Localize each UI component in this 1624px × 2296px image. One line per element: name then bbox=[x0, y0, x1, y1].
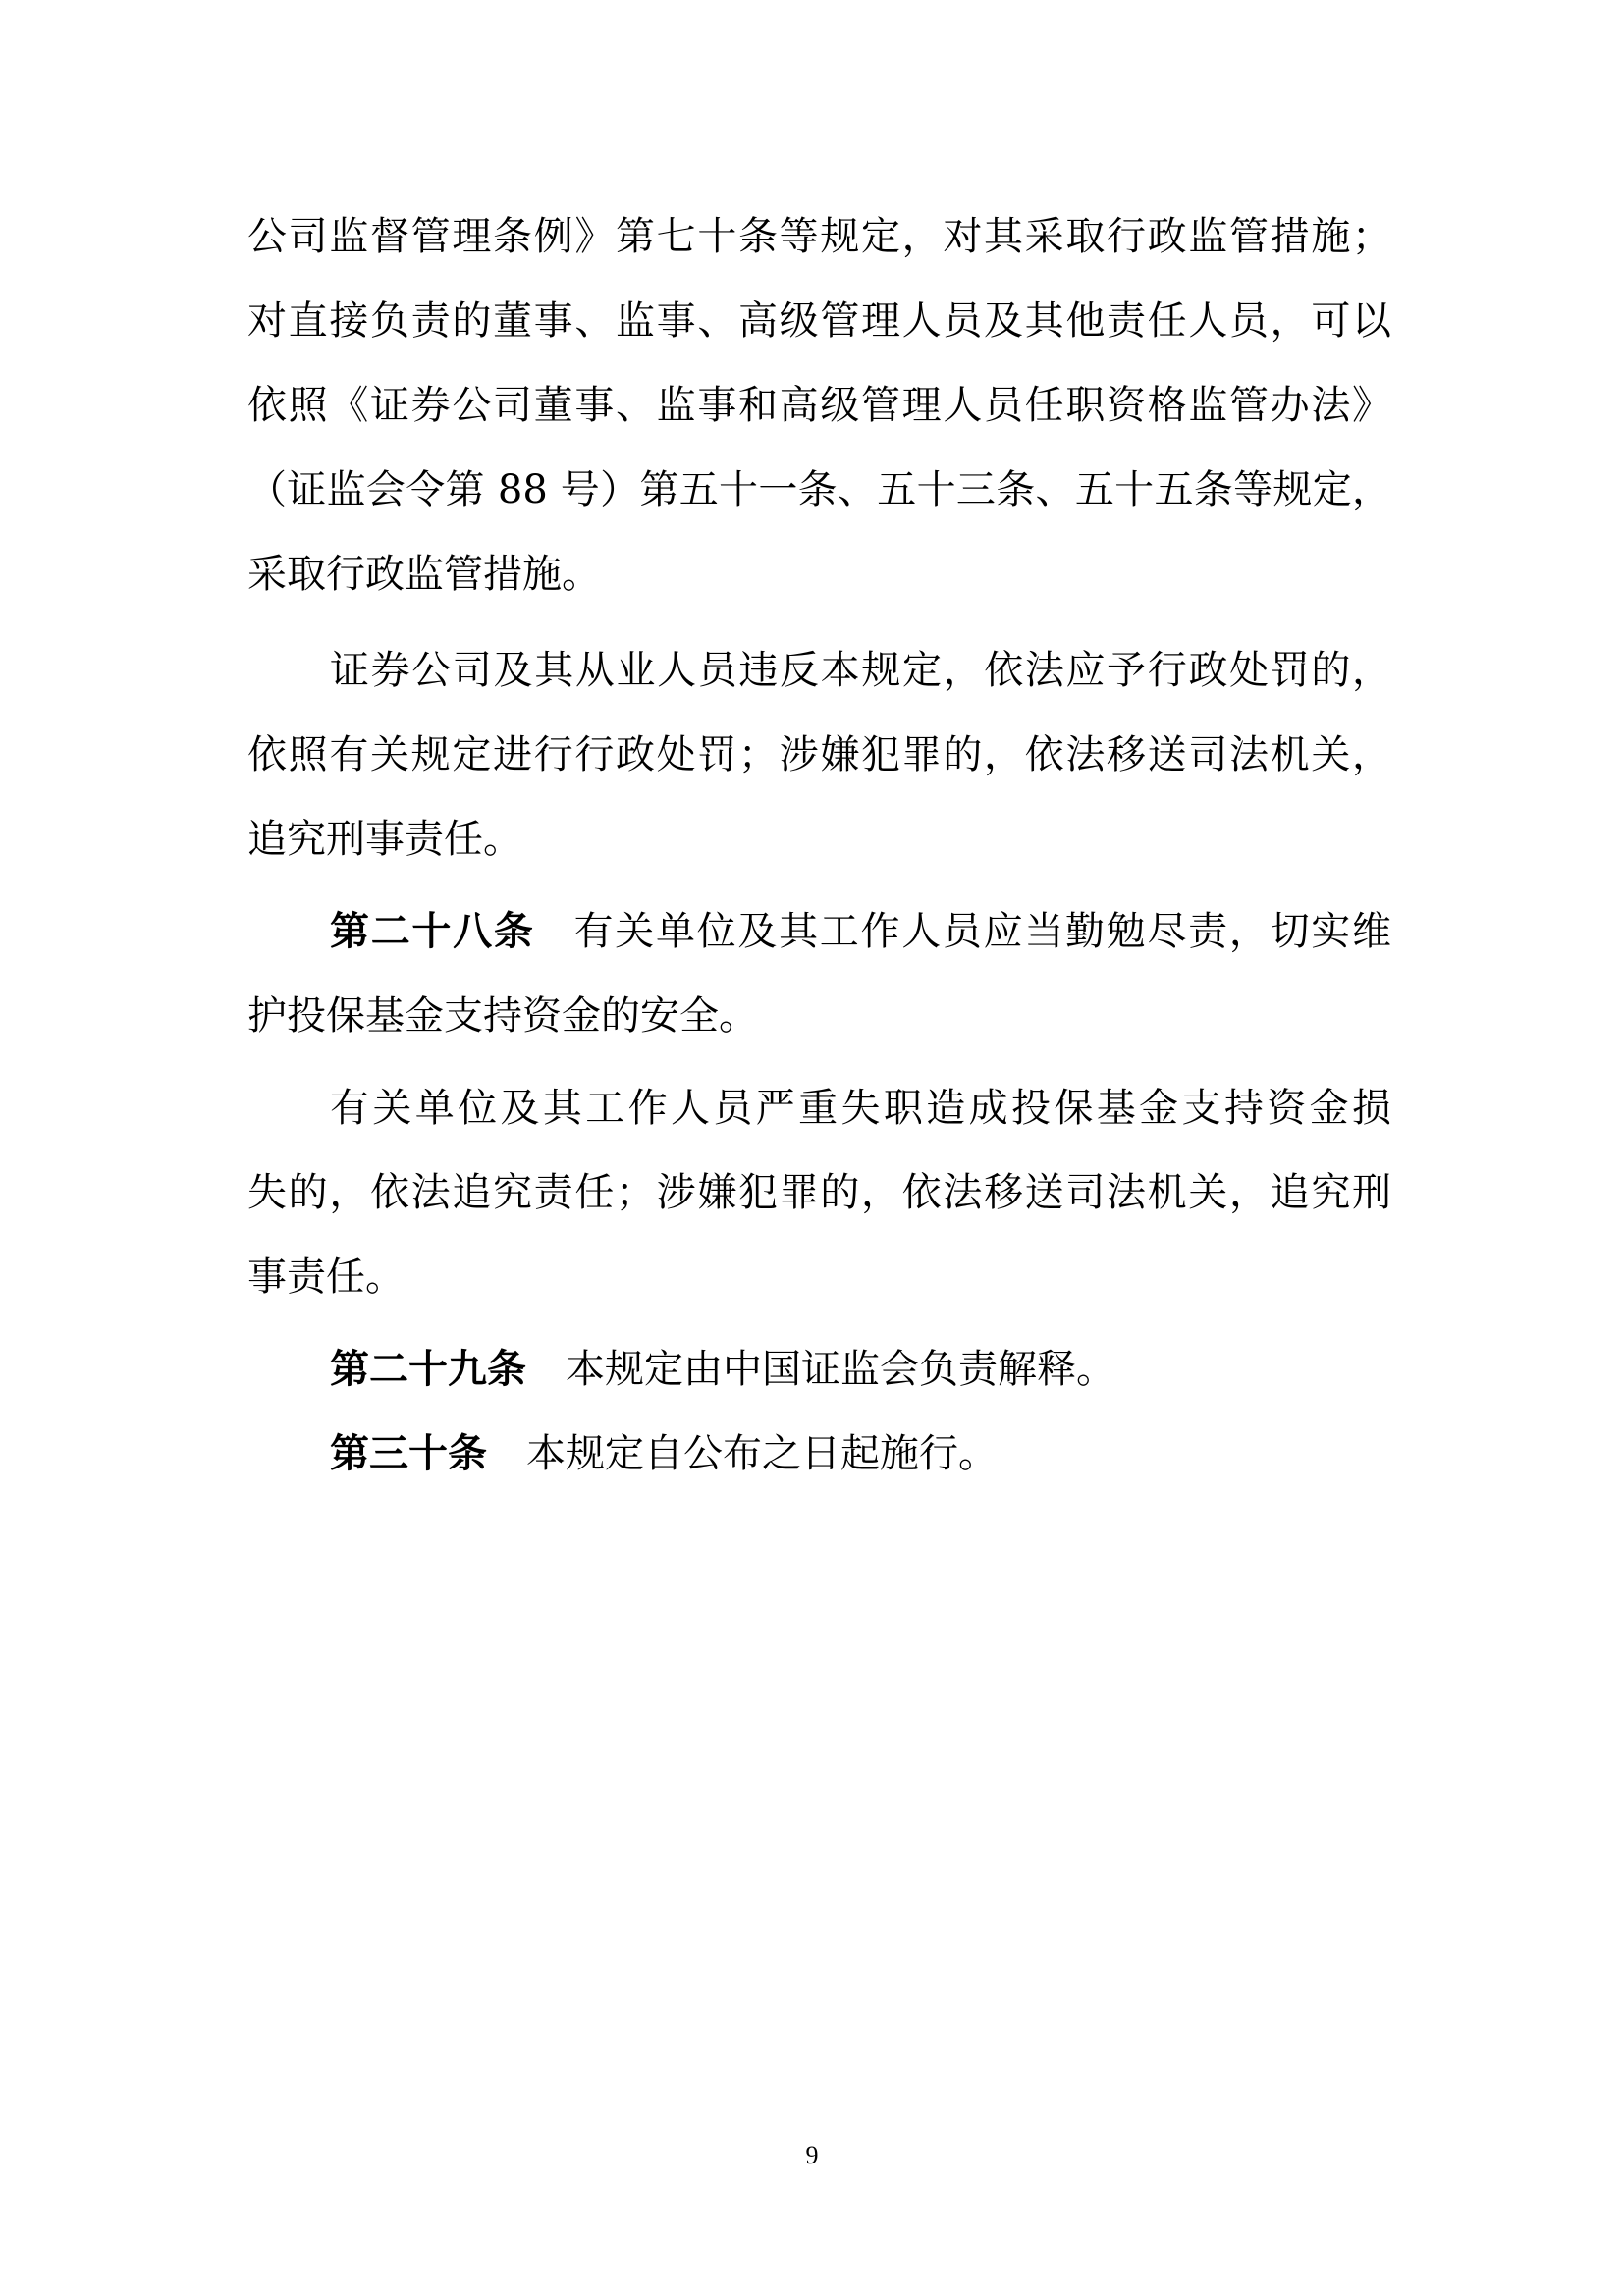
line-text: （证监会令第 88 号）第五十一条、五十三条、五十五条等规定， bbox=[247, 467, 1391, 512]
text-line bbox=[247, 448, 1391, 532]
page-number: 9 bbox=[805, 2141, 819, 2169]
article-29-line bbox=[247, 1327, 1391, 1412]
line-text: 有关单位及其工作人员应当勤勉尽责，切实维 bbox=[573, 909, 1392, 954]
article-number: 第二十九条 bbox=[330, 1347, 526, 1392]
line-text: 本规定由中国证监会负责解释。 bbox=[566, 1347, 1115, 1392]
article-number: 第二十八条 bbox=[330, 909, 535, 954]
line-text: 追究刑事责任。 bbox=[247, 817, 522, 862]
text-line bbox=[247, 363, 1391, 448]
paragraph-first-line bbox=[247, 1066, 1391, 1150]
text-line bbox=[247, 194, 1391, 279]
article-28-first-line bbox=[247, 889, 1391, 974]
line-text: 有关单位及其工作人员严重失职造成投保基金支持资金损 bbox=[330, 1086, 1391, 1131]
line-text: 依照有关规定进行行政处罚；涉嫌犯罪的，依法移送司法机关， bbox=[247, 732, 1391, 777]
line-text: 依照《证券公司董事、监事和高级管理人员任职资格监管办法》 bbox=[247, 383, 1391, 428]
text-line bbox=[247, 797, 1391, 881]
text-line bbox=[247, 1150, 1391, 1235]
article-number: 第三十条 bbox=[330, 1431, 487, 1476]
text-line bbox=[247, 1235, 1391, 1319]
line-text: 事责任。 bbox=[247, 1255, 405, 1300]
text-line bbox=[247, 279, 1391, 363]
paragraph-first-line bbox=[247, 628, 1391, 713]
line-text: 证券公司及其从业人员违反本规定，依法应予行政处罚的， bbox=[330, 648, 1391, 693]
line-text: 采取行政监管措施。 bbox=[247, 552, 601, 597]
text-line bbox=[247, 713, 1391, 797]
line-text: 公司监督管理条例》第七十条等规定，对其采取行政监管措施； bbox=[247, 214, 1391, 259]
text-line bbox=[247, 974, 1391, 1058]
line-text: 对直接负责的董事、监事、高级管理人员及其他责任人员，可以 bbox=[247, 298, 1391, 344]
article-30-line bbox=[247, 1412, 1391, 1496]
line-text: 护投保基金支持资金的安全。 bbox=[247, 993, 758, 1039]
line-text: 失的，依法追究责任；涉嫌犯罪的，依法移送司法机关，追究刑 bbox=[247, 1170, 1391, 1215]
text-line bbox=[247, 532, 1391, 616]
line-text: 本规定自公布之日起施行。 bbox=[526, 1431, 998, 1476]
